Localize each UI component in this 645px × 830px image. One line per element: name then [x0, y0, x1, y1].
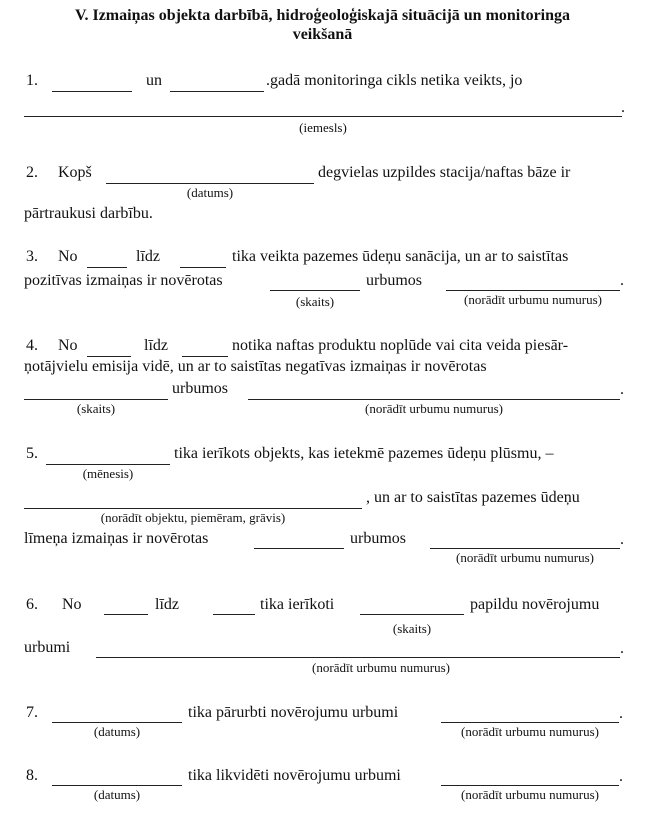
- item-6-lidz-label: līdz: [155, 596, 179, 613]
- item-5-caption-object: (norādīt objektu, piemēram, grāvis): [100, 510, 286, 525]
- item-5-blank-month[interactable]: [46, 464, 170, 465]
- item-4-number: 4.: [26, 337, 38, 354]
- item-7-caption-well-numbers: (norādīt urbumu numurus): [461, 724, 599, 739]
- item-3-line2-text: pozitīvas izmaiņas ir novērotas: [24, 272, 223, 289]
- item-5-caption-month: (mēnesis): [82, 466, 134, 481]
- item-6-blank-from[interactable]: [104, 614, 148, 615]
- item-6-blank-to[interactable]: [213, 614, 255, 615]
- item-2-text: degvielas uzpildes stacija/naftas bāze ir: [318, 164, 571, 181]
- item-6-urbumi-label: urbumi: [24, 639, 71, 656]
- item-5-urbumos-label: urbumos: [350, 530, 406, 547]
- item-2-kops-label: Kopš: [58, 164, 92, 181]
- item-7-blank-date[interactable]: [52, 722, 182, 723]
- item-5-blank-count[interactable]: [254, 548, 344, 549]
- section-title-line2: veikšanā: [292, 26, 353, 43]
- item-5-text: tika ierīkots objekts, kas ietekmē pazemes ūdeņu plūsmu, –: [174, 445, 554, 462]
- item-1-un-label: un: [146, 72, 162, 89]
- item-4-lidz-label: līdz: [144, 337, 168, 354]
- item-2-line2: pārtraukusi darbību.: [24, 205, 153, 222]
- item-3-caption-count: (skaits): [295, 294, 335, 309]
- item-7-blank-well-numbers[interactable]: [441, 722, 619, 723]
- item-4-period: .: [620, 381, 624, 398]
- item-3-text: tika veikta pazemes ūdeņu sanācija, un ar to saistītas: [232, 248, 569, 265]
- item-1-blank-reason[interactable]: [24, 116, 622, 117]
- item-8-blank-date[interactable]: [52, 785, 182, 786]
- item-5-blank-object[interactable]: [24, 508, 362, 509]
- item-4-no-label: No: [58, 337, 78, 354]
- item-2-caption-date: (datums): [186, 185, 234, 200]
- item-1-text: .gadā monitoringa cikls netika veikts, jo: [266, 72, 523, 89]
- item-3-blank-from[interactable]: [87, 267, 127, 268]
- item-3-urbumos-label: urbumos: [366, 272, 422, 289]
- item-3-blank-to[interactable]: [180, 267, 226, 268]
- item-8-number: 8.: [26, 767, 38, 784]
- item-7-period: .: [619, 705, 623, 722]
- item-6-caption-well-numbers: (norādīt urbumu numurus): [312, 660, 450, 675]
- item-4-caption-count: (skaits): [76, 401, 116, 416]
- item-2-number: 2.: [26, 164, 38, 181]
- item-1-number: 1.: [26, 72, 38, 89]
- item-6-period: .: [620, 640, 624, 657]
- item-5-line3-text: līmeņa izmaiņas ir novērotas: [24, 530, 209, 547]
- item-6-number: 6.: [26, 596, 38, 613]
- item-3-caption-well-numbers: (norādīt urbumu numurus): [464, 292, 602, 307]
- item-8-text: tika likvidēti novērojumu urbumi: [188, 767, 401, 784]
- item-3-no-label: No: [58, 248, 78, 265]
- item-7-text: tika pārurbti novērojumu urbumi: [188, 704, 399, 721]
- item-1-caption-reason: (iemesls): [299, 120, 347, 135]
- item-3-number: 3.: [26, 248, 38, 265]
- item-8-caption-date: (datums): [93, 787, 141, 802]
- item-4-blank-from[interactable]: [87, 356, 131, 357]
- item-5-period: .: [620, 531, 624, 548]
- item-6-text1: tika ierīkoti: [260, 596, 335, 613]
- item-5-blank-well-numbers[interactable]: [430, 548, 620, 549]
- item-7-number: 7.: [26, 704, 38, 721]
- item-8-period: .: [619, 768, 623, 785]
- item-4-line2: ņotājvielu emisija vidē, un ar to saistītas negatīvas izmaiņas ir novērotas: [24, 358, 487, 375]
- item-6-no-label: No: [62, 596, 82, 613]
- item-3-lidz-label: līdz: [136, 248, 160, 265]
- item-4-blank-count[interactable]: [24, 399, 168, 400]
- item-7-caption-date: (datums): [93, 724, 141, 739]
- item-8-blank-well-numbers[interactable]: [441, 785, 619, 786]
- item-6-blank-well-numbers[interactable]: [96, 657, 620, 658]
- item-2-blank-date[interactable]: [106, 183, 314, 184]
- item-4-text: notika naftas produktu noplūde vai cita veida piesār-: [232, 337, 569, 354]
- item-4-caption-well-numbers: (norādīt urbumu numurus): [365, 401, 503, 416]
- item-6-text2: papildu novērojumu: [470, 596, 600, 613]
- item-4-blank-well-numbers[interactable]: [248, 399, 620, 400]
- item-5-caption-well-numbers: (norādīt urbumu numurus): [456, 550, 594, 565]
- item-3-blank-count[interactable]: [270, 290, 360, 291]
- item-6-blank-count[interactable]: [360, 614, 464, 615]
- item-1-period: .: [621, 99, 625, 116]
- item-1-blank-year-from[interactable]: [52, 91, 132, 92]
- item-4-blank-to[interactable]: [182, 356, 228, 357]
- item-6-caption-count: (skaits): [392, 621, 432, 636]
- section-title-line1: V. Izmaiņas objekta darbībā, hidroģeoloģiskajā situācijā un monitoringa: [74, 7, 571, 24]
- item-1-blank-year-to[interactable]: [170, 91, 264, 92]
- item-3-blank-well-numbers[interactable]: [446, 290, 620, 291]
- item-5-text2: , un ar to saistītas pazemes ūdeņu: [366, 489, 580, 506]
- item-3-period: .: [620, 272, 624, 289]
- item-5-number: 5.: [26, 445, 38, 462]
- item-8-caption-well-numbers: (norādīt urbumu numurus): [461, 787, 599, 802]
- item-4-urbumos-label: urbumos: [172, 380, 228, 397]
